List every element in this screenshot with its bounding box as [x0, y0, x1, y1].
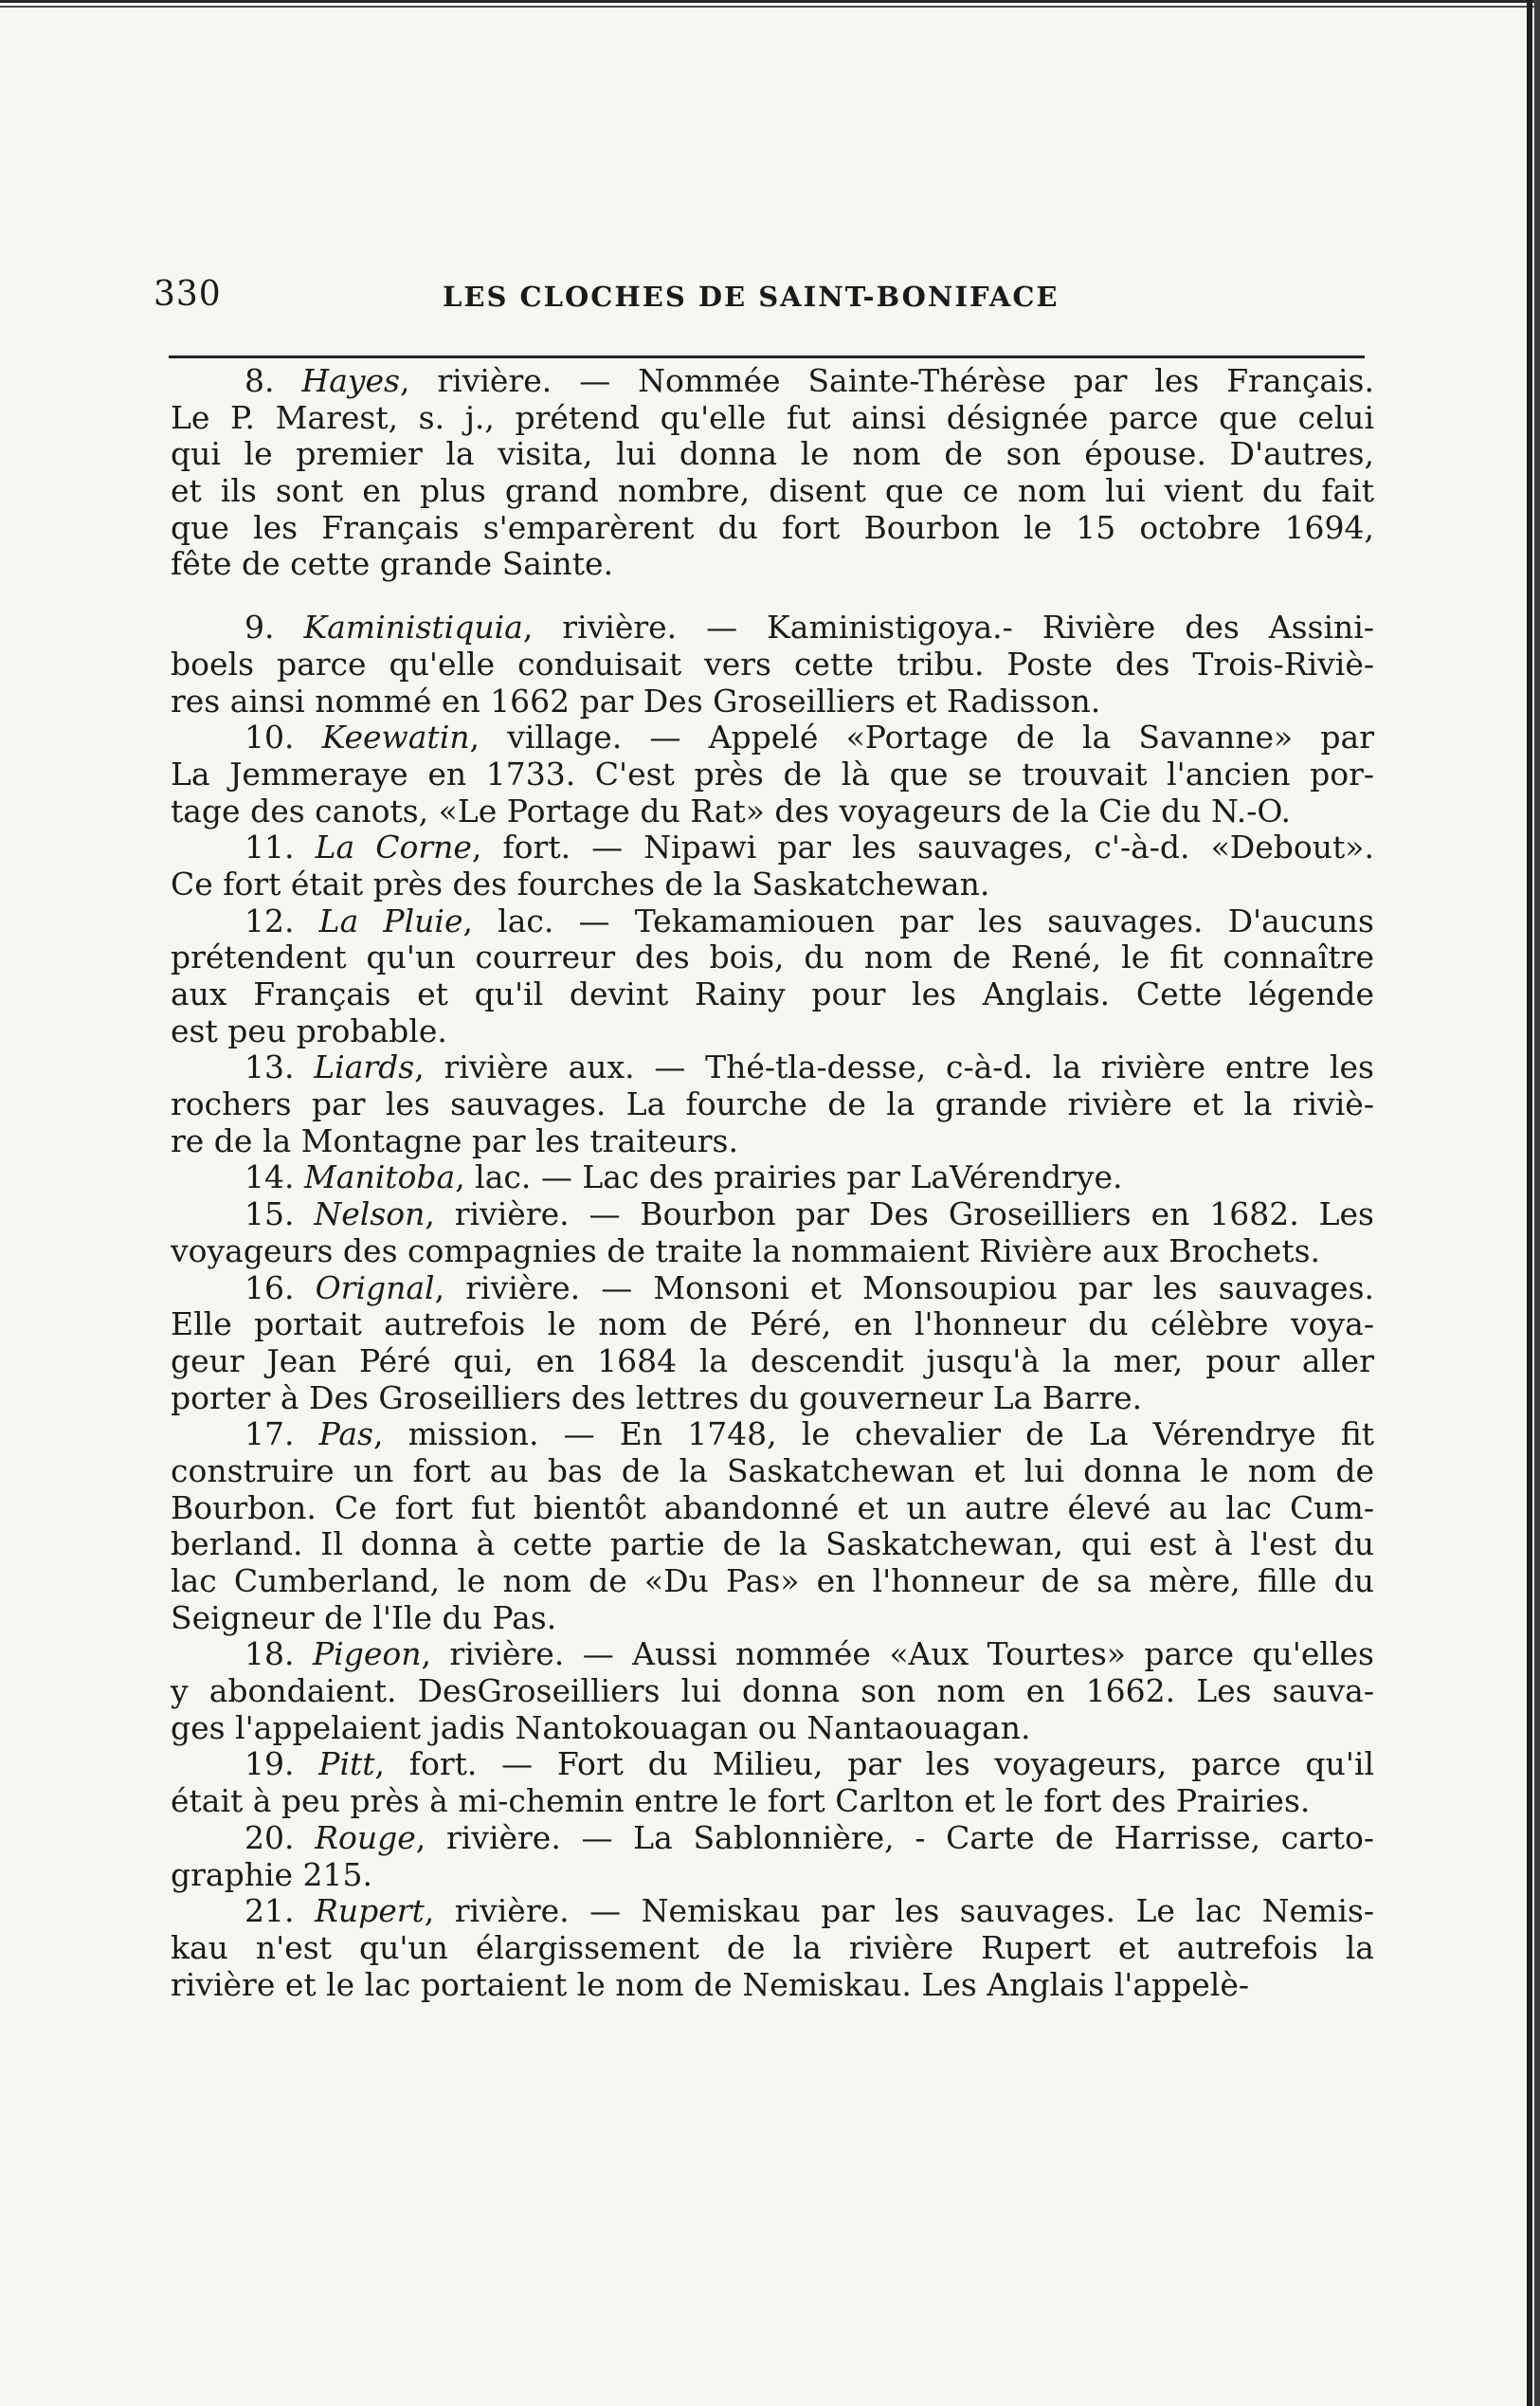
header-rule — [169, 355, 1365, 358]
text-line — [171, 363, 1374, 400]
entry-description: , rivière aux. — Thé-tla-desse, c-à-d. la rivière entre les — [414, 1048, 1374, 1086]
page-edge — [1521, 0, 1540, 2406]
text-line: tage des canots, «Le Portage du Rat» des voyageurs de la Cie du N.-O. — [171, 792, 1291, 829]
text-line — [171, 1270, 1374, 1307]
text-line: lac Cumberland, le nom de «Du Pas» en l'honneur de sa mère, fille du — [171, 1562, 1374, 1599]
text-line — [171, 1746, 1374, 1783]
text-line — [171, 1820, 1374, 1857]
text-line: voyageurs des compagnies de traite la nommaient Rivière aux Brochets. — [171, 1231, 1321, 1269]
text-line: Bourbon. Ce fort fut bientôt abandonné et un autre élevé au lac Cum- — [171, 1488, 1374, 1526]
entry-term: Orignal — [315, 1268, 435, 1306]
text-line — [171, 903, 1374, 940]
text-line — [171, 1636, 1374, 1673]
text-line: que les Français s'emparèrent du fort Bourbon le 15 octobre 1694, — [171, 508, 1374, 546]
text-line: construire un fort au bas de la Saskatchewan et lui donna le nom de — [171, 1451, 1374, 1489]
paragraph-gap — [171, 583, 1374, 610]
entry-term: Rupert — [314, 1892, 425, 1930]
text-line: ges l'appelaient jadis Nantokouagan ou Nantaouagan. — [171, 1708, 1031, 1746]
page-number: 330 — [154, 275, 222, 314]
paragraph — [171, 829, 1374, 902]
text-line — [171, 829, 1374, 866]
entry-term: Rouge — [315, 1818, 416, 1856]
text-line — [171, 610, 1374, 647]
text-line — [171, 1159, 1374, 1196]
entry-term: Keewatin — [321, 719, 470, 756]
entry-description: , rivière. — Kaministigoya.- Rivière des Assini- — [522, 609, 1374, 647]
text-line: aux Français et qu'il devint Rainy pour les Anglais. Cette légende — [171, 975, 1374, 1012]
text-line — [171, 1893, 1374, 1930]
entry-description: , fort. — Nipawi par les sauvages, c'-à-d. «Debout». — [471, 829, 1374, 866]
entry-term: Kaministiquia — [303, 609, 523, 647]
text-line: Elle portait autrefois le nom de Péré, en l'honneur du célèbre voya- — [171, 1305, 1374, 1343]
text-line: qui le premier la visita, lui donna le nom de son épouse. D'autres, — [171, 435, 1374, 473]
page-header — [154, 275, 1367, 322]
paragraph — [171, 1159, 1374, 1196]
entry-term: Pas — [318, 1415, 373, 1453]
entry-term: Pitt — [318, 1745, 375, 1783]
text-line: Seigneur de l'Ile du Pas. — [171, 1598, 557, 1636]
text-line: est peu probable. — [171, 1012, 447, 1049]
text-line — [171, 1049, 1374, 1086]
entry-description: , rivière. — Nemiskau par les sauvages. Le lac Nemis- — [424, 1892, 1374, 1930]
paragraph — [171, 720, 1374, 829]
paragraph — [171, 1746, 1374, 1819]
text-line: boels parce qu'elle conduisait vers cette tribu. Poste des Trois-Riviè- — [171, 645, 1374, 683]
paragraph — [171, 1270, 1374, 1417]
text-line — [171, 720, 1374, 756]
entry-term: Hayes — [301, 362, 400, 399]
text-line: graphie 215. — [171, 1855, 373, 1893]
entry-number: 14. — [245, 1158, 304, 1196]
text-line: res ainsi nommé en 1662 par Des Groseilliers et Radisson. — [171, 682, 1101, 720]
entry-description: , village. — Appelé «Portage de la Savanne» par — [469, 719, 1374, 756]
text-line: porter à Des Groseilliers des lettres du gouverneur La Barre. — [171, 1378, 1143, 1416]
entry-number: 18. — [245, 1635, 313, 1673]
paragraph — [171, 903, 1374, 1050]
entry-number: 15. — [245, 1195, 315, 1233]
text-line: Le P. Marest, s. j., prétend qu'elle fut ainsi désignée parce que celui — [171, 398, 1374, 436]
text-line: prétendent qu'un courreur des bois, du nom de René, le fit connaître — [171, 939, 1374, 976]
entry-number: 13. — [245, 1048, 315, 1086]
paragraph — [171, 1196, 1374, 1269]
text-line: re de la Montagne par les traiteurs. — [171, 1121, 738, 1159]
text-line: rivière et le lac portaient le nom de Nemiskau. Les Anglais l'appelè- — [171, 1965, 1250, 2003]
paragraph — [171, 363, 1374, 583]
body-text — [171, 363, 1374, 2003]
text-line — [171, 1196, 1374, 1233]
running-head: LES CLOCHES DE SAINT-BONIFACE — [443, 281, 1060, 313]
text-line: La Jemmeraye en 1733. C'est près de là que se trouvait l'ancien por- — [171, 755, 1374, 793]
text-line: Ce fort était près des fourches de la Saskatchewan. — [171, 865, 990, 902]
entry-number: 19. — [245, 1745, 319, 1783]
paragraph — [171, 610, 1374, 720]
top-border — [0, 0, 1540, 13]
entry-term: Nelson — [314, 1195, 426, 1233]
text-line: kau n'est qu'un élargissement de la rivière Rupert et autrefois la — [171, 1928, 1374, 1966]
entry-description: , lac. — Lac des prairies par LaVérendrye. — [455, 1158, 1123, 1196]
entry-description: , fort. — Fort du Milieu, par les voyageurs, parce qu'il — [374, 1745, 1374, 1783]
entry-number: 20. — [245, 1818, 316, 1856]
entry-description: , rivière. — Monsoni et Monsoupiou par les sauvages. — [434, 1268, 1374, 1306]
paragraph — [171, 1820, 1374, 1893]
entry-term: La Corne — [315, 829, 472, 866]
text-line: était à peu près à mi-chemin entre le fort Carlton et le fort des Prairies. — [171, 1782, 1311, 1820]
text-line: et ils sont en plus grand nombre, disent que ce nom lui vient du fait — [171, 472, 1374, 510]
text-line: berland. Il donna à cette partie de la Saskatchewan, qui est à l'est du — [171, 1525, 1374, 1563]
paragraph — [171, 1893, 1374, 2003]
entry-number: 10. — [245, 719, 322, 756]
entry-number: 9. — [245, 609, 304, 647]
entry-number: 8. — [245, 362, 302, 399]
entry-term: La Pluie — [318, 902, 463, 939]
entry-number: 21. — [245, 1892, 315, 1930]
entry-term: Manitoba — [303, 1158, 456, 1196]
entry-description: , mission. — En 1748, le chevalier de La Vérendrye fit — [372, 1415, 1374, 1453]
entry-description: , rivière. — La Sablonnière, - Carte de Harrisse, carto- — [415, 1818, 1374, 1856]
paragraph — [171, 1416, 1374, 1636]
text-line — [171, 1416, 1374, 1453]
entry-description: , rivière. — Aussi nommée «Aux Tourtes» parce qu'elles — [421, 1635, 1374, 1673]
entry-description: , rivière. — Bourbon par Des Groseilliers en 1682. Les — [425, 1195, 1374, 1233]
text-line: geur Jean Péré qui, en 1684 la descendit jusqu'à la mer, pour aller — [171, 1341, 1374, 1379]
text-line: fête de cette grande Sainte. — [171, 545, 614, 583]
entry-term: Liards — [314, 1048, 415, 1086]
entry-number: 12. — [245, 902, 319, 939]
paragraph — [171, 1636, 1374, 1746]
entry-number: 16. — [245, 1268, 316, 1306]
entry-term: Pigeon — [312, 1635, 422, 1673]
entry-number: 17. — [245, 1415, 319, 1453]
entry-number: 11. — [245, 829, 316, 866]
text-line: y abondaient. DesGroseilliers lui donna son nom en 1662. Les sauva- — [171, 1672, 1374, 1710]
text-line: rochers par les sauvages. La fourche de la grande rivière et la riviè- — [171, 1085, 1374, 1123]
entry-description: , lac. — Tekamamiouen par les sauvages. D'aucuns — [462, 902, 1374, 939]
paragraph — [171, 1049, 1374, 1159]
entry-description: , rivière. — Nommée Sainte-Thérèse par les Français. — [399, 362, 1374, 399]
